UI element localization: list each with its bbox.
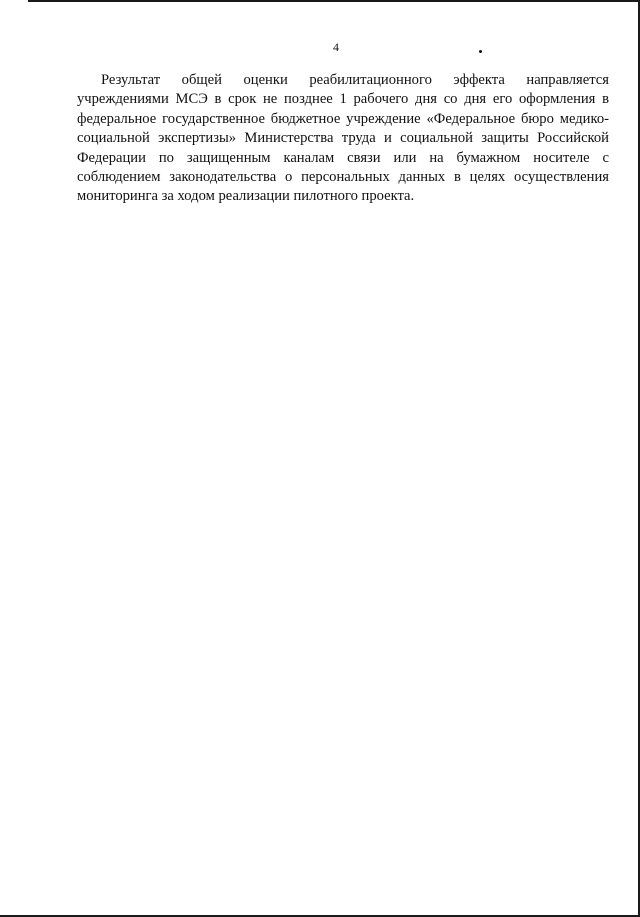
scan-speck xyxy=(479,50,482,53)
scan-edge-top xyxy=(28,0,640,2)
body-paragraph: Результат общей оценки реабилитационного эффекта направляется учреждениями МСЭ в срок не позднее 1 рабочего дня со дня его оформления в федеральное государственное бюджетное учреждение «Федеральное бюро медико-социальной экспертизы» Министерства труда и социальной защиты Российской Федерации по защищенным каналам связи или на бумажном носителе с соблюдением законодательства о персональных данных в целях осуществления мониторинга за ходом реализации пилотного проекта. xyxy=(77,72,609,205)
page-number: 4 xyxy=(333,40,339,54)
